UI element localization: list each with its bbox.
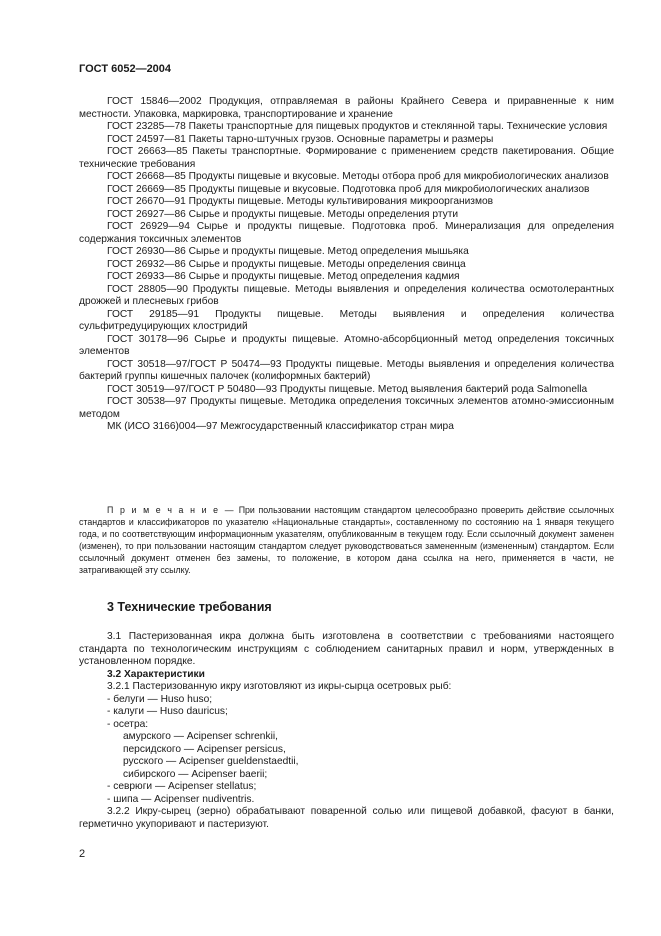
reference-item: ГОСТ 29185—91 Продукты пищевые. Методы выявления и определения количества сульфитредуцирующих клостридий [79, 308, 614, 332]
sturgeon-species-item: персидского — Acipenser persicus, [123, 743, 286, 755]
section-body [79, 631, 614, 831]
document-header: ГОСТ 6052—2004 [79, 63, 172, 75]
paragraph-3-2-1: 3.2.1 Пастеризованную икру изготовляют из икры-сырца осетровых рыб: [107, 681, 452, 692]
section-title: 3 Технические требования [107, 600, 272, 614]
reference-item: ГОСТ 30518—97/ГОСТ Р 50474—93 Продукты пищевые. Методы выявления и определения количества бактерий группы кишечных палочек (колиформных бактерий) [79, 358, 614, 382]
reference-item: ГОСТ 26932—86 Сырье и продукты пищевые. Методы определения свинца [107, 258, 466, 270]
normative-references-list [79, 96, 614, 434]
reference-item: ГОСТ 15846—2002 Продукция, отправляемая в районы Крайнего Севера и приравненные к ним местности. Упаковка, маркировка, транспортирование и хранение [79, 96, 614, 120]
paragraph-3-1: 3.1 Пастеризованная икра должна быть изготовлена в соответствии с требованиями настоящего стандарта по технологическим инструкциям с соблюдением санитарных правил и норм, утвержденных в установленном порядке. [79, 631, 614, 667]
paragraph-3-2-2: 3.2.2 Икру-сырец (зерно) обрабатывают поваренной солью или пищевой добавкой, фасуют в банки, герметично укупоривают и пастеризуют. [79, 806, 614, 830]
sturgeon-species-item: русского — Acipenser gueldenstaedtii, [123, 756, 299, 767]
reference-item: ГОСТ 26669—85 Продукты пищевые и вкусовые. Подготовка проб для микробиологических анализов [107, 183, 590, 195]
list-item: - шипа — Acipenser nudiventris. [107, 793, 255, 805]
reference-item: ГОСТ 23285—78 Пакеты транспортные для пищевых продуктов и стеклянной тары. Технические условия [107, 121, 608, 132]
sturgeon-species-item: амурского — Acipenser schrenkii, [123, 731, 278, 742]
list-item: - севрюги — Acipenser stellatus; [107, 781, 257, 792]
note-text: При пользовании настоящим стандартом целесообразно проверить действие ссылочных стандартов и классификаторов по указателю «Национальные стандарты», составленному по состоянию на 1 января текущего года, и по соответствующим информационным указателям, опубликованным в текущем году. Если ссылочный документ заменен (изменен), то при пользовании настоящим стандартом следует руководствоваться замененным (измененным) стандартом. Если ссылочный документ отменен без замены, то положение, в котором дана ссылка на него, применяется в части, не затрагивающей эту ссылку. [79, 505, 614, 575]
sturgeon-species-item: сибирского — Acipenser baerii; [123, 768, 268, 780]
note-paragraph [79, 505, 614, 576]
reference-item: ГОСТ 24597—81 Пакеты тарно-штучных грузов. Основные параметры и размеры [107, 133, 494, 145]
list-item: - осетра: [107, 718, 149, 730]
list-item: - белуги — Huso huso; [107, 693, 213, 705]
reference-item: ГОСТ 26927—86 Сырье и продукты пищевые. Методы определения ртути [107, 208, 459, 220]
reference-item: ГОСТ 26930—86 Сырье и продукты пищевые. Метод определения мышьяка [107, 246, 469, 257]
reference-item: ГОСТ 28805—90 Продукты пищевые. Методы выявления и определения количества осмотолерантных дрожжей и плесневых грибов [79, 283, 614, 307]
note-lead: П р и м е ч а н и е — [107, 505, 236, 515]
reference-item: ГОСТ 26663—85 Пакеты транспортные. Формирование с применением средств пакетирования. Общие технические требования [79, 146, 614, 170]
page-number: 2 [79, 848, 86, 860]
reference-item: ГОСТ 30178—96 Сырье и продукты пищевые. Атомно-абсорбционный метод определения токсичных элементов [79, 333, 614, 357]
reference-item: ГОСТ 26933—86 Сырье и продукты пищевые. Метод определения кадмия [107, 271, 460, 282]
reference-item: ГОСТ 26670—91 Продукты пищевые. Методы культивирования микроорганизмов [107, 196, 494, 207]
reference-item: ГОСТ 26929—94 Сырье и продукты пищевые. Подготовка проб. Минерализация для определения содержания токсичных элементов [79, 221, 614, 245]
list-item: - калуги — Huso dauricus; [107, 706, 228, 717]
reference-item: МК (ИСО 3166)004—97 Межгосударственный классификатор стран мира [107, 421, 454, 432]
reference-item: ГОСТ 26668—85 Продукты пищевые и вкусовые. Методы отбора проб для микробиологических анализов [107, 171, 609, 182]
reference-item: ГОСТ 30538—97 Продукты пищевые. Методика определения токсичных элементов атомно-эмиссионным методом [79, 396, 614, 420]
reference-item: ГОСТ 30519—97/ГОСТ Р 50480—93 Продукты пищевые. Метод выявления бактерий рода Salmonella [107, 383, 588, 395]
subsection-heading-3-2: 3.2 Характеристики [107, 668, 205, 680]
